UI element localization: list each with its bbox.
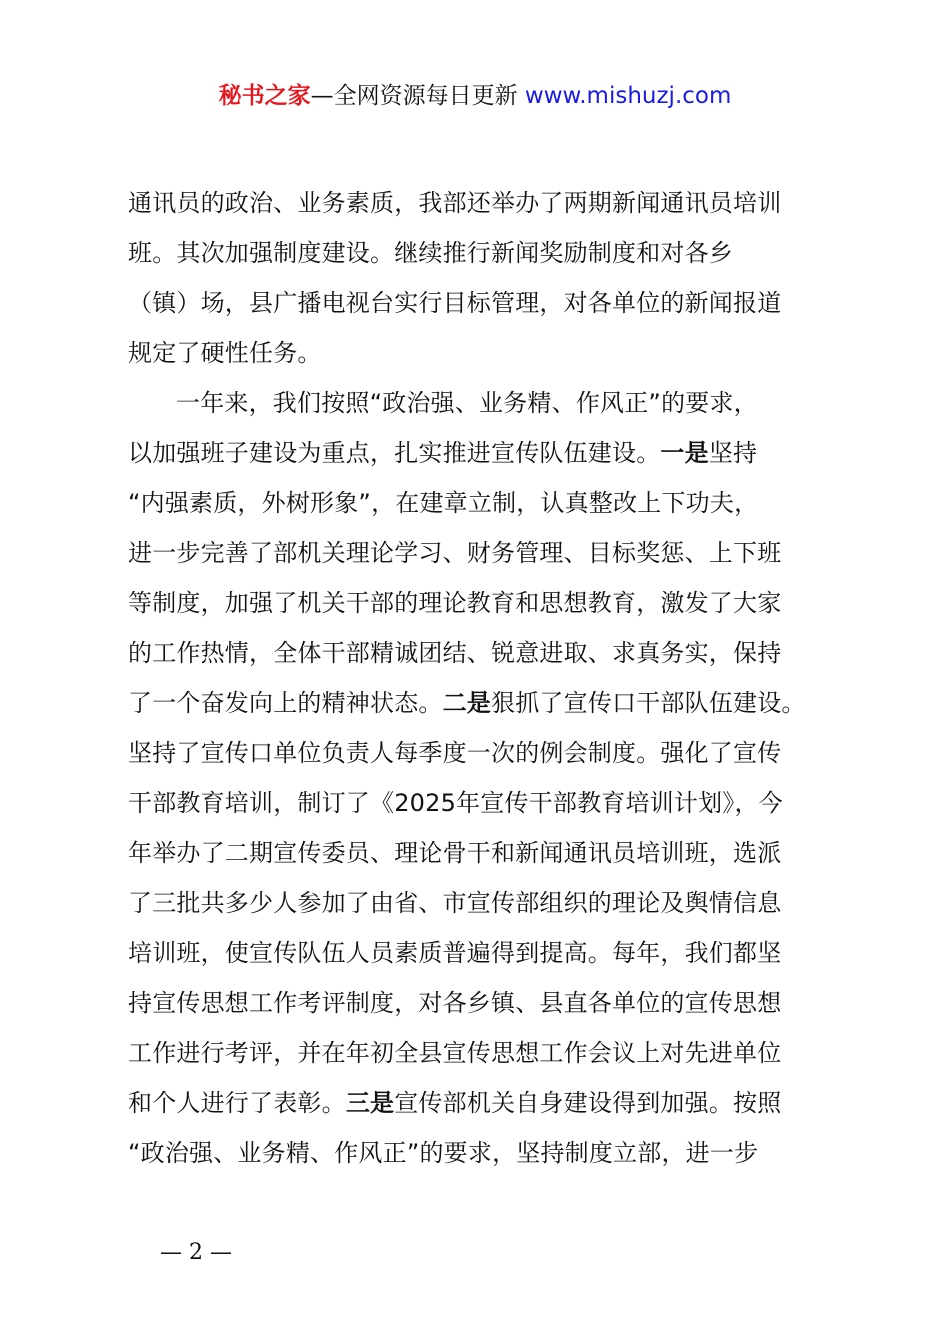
text-line: 干部教育培训，制订了《2025年宣传干部教育培训计划》，今 [128, 789, 783, 817]
text-line: 持宣传思想工作考评制度，对各乡镇、县直各单位的宣传思想 [128, 989, 782, 1017]
text-line: 的工作热情，全体干部精诚团结、锐意进取、求真务实，保持 [128, 639, 782, 667]
text-line: 了三批共多少人参加了由省、市宣传部组织的理论及舆情信息 [128, 889, 782, 917]
text-line: “内强素质，外树形象”，在建章立制，认真整改上下功夫， [128, 489, 759, 517]
text-line: 通讯员的政治、业务素质，我部还举办了两期新闻通讯员培训 [128, 189, 782, 217]
text-line: 以加强班子建设为重点，扎实推进宣传队伍建设。一是坚持 [128, 439, 758, 467]
text-line: 年举办了二期宣传委员、理论骨干和新闻通讯员培训班，选派 [128, 839, 782, 867]
site-banner [0, 80, 950, 112]
text-line: 培训班，使宣传队伍人员素质普遍得到提高。每年，我们都坚 [128, 939, 782, 967]
bold-marker-third: 三是 [345, 1089, 395, 1117]
text-line: 了一个奋发向上的精神状态。二是狠抓了宣传口干部队伍建设。 [128, 689, 806, 717]
bold-marker-second: 二是 [442, 689, 492, 717]
document-body [128, 178, 840, 1178]
text-line: 进一步完善了部机关理论学习、财务管理、目标奖惩、上下班 [128, 539, 782, 567]
site-brand: 秘书之家 [218, 83, 311, 109]
paragraph-start-line: 一年来，我们按照“政治强、业务精、作风正”的要求， [176, 389, 758, 417]
site-url-link[interactable]: www.mishuzj.com [524, 83, 732, 109]
text-line: 和个人进行了表彰。三是宣传部机关自身建设得到加强。按照 [128, 1089, 782, 1117]
bold-marker-first: 一是 [660, 439, 709, 467]
text-line: 坚持了宣传口单位负责人每季度一次的例会制度。强化了宣传 [128, 739, 782, 767]
text-line: 班。其次加强制度建设。继续推行新闻奖励制度和对各乡 [128, 239, 733, 267]
text-line: （镇）场，县广播电视台实行目标管理，对各单位的新闻报道 [128, 289, 782, 317]
page-number: — 2 — [160, 1240, 232, 1265]
site-tagline: —全网资源每日更新 [310, 83, 518, 109]
text-line: 等制度，加强了机关干部的理论教育和思想教育，激发了大家 [128, 589, 782, 617]
text-line: 工作进行考评，并在年初全县宣传思想工作会议上对先进单位 [128, 1039, 782, 1067]
text-line: “政治强、业务精、作风正”的要求，坚持制度立部，进一步 [128, 1139, 759, 1167]
text-line: 规定了硬性任务。 [128, 339, 322, 367]
